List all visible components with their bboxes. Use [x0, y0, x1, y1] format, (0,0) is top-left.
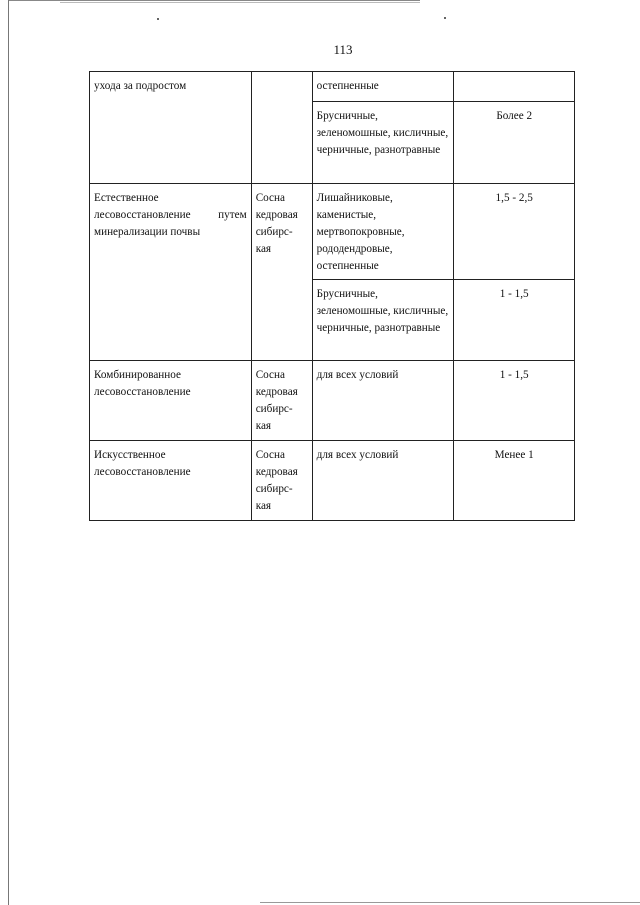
page-number: 113 [333, 42, 353, 57]
species-cell [251, 72, 312, 184]
value-cell [454, 72, 575, 102]
value-cell: Более 2 [454, 102, 575, 184]
table-row [90, 361, 575, 441]
forest-type-cell: Лишайниковые, каменистые, мертвопокровные, рододендровые, остепненные [312, 184, 454, 280]
method-cell-wrapper [90, 184, 252, 361]
forest-type-cell: остепненные [312, 72, 454, 102]
forest-type-cell: для всех условий [312, 361, 454, 441]
species-cell: Сосна кедровая сибирс-кая [251, 441, 312, 521]
scan-speck [157, 18, 159, 20]
scan-edge-top-inner [60, 2, 420, 3]
value-cell: 1 - 1,5 [454, 280, 575, 361]
method-cell: Естественное лесовосстановление путем минерализации почвы [94, 192, 247, 238]
forest-type-cell: для всех условий [312, 441, 454, 521]
method-cell: Искусственное лесовосстановление [90, 441, 252, 521]
table-row [90, 441, 575, 521]
species-cell: Сосна кедровая сибирс-кая [251, 184, 312, 361]
forest-type-cell: Брусничные, зеленомошные, кисличные, черничные, разнотравные [312, 280, 454, 361]
species-cell: Сосна кедровая сибирс-кая [251, 361, 312, 441]
value-cell: 1,5 - 2,5 [454, 184, 575, 280]
scan-edge-left [8, 0, 9, 905]
forest-type-cell: Брусничные, зеленомошные, кисличные, черничные, разнотравные [312, 102, 454, 184]
regeneration-table [89, 71, 575, 521]
method-cell: Комбинированное лесовосстановление [90, 361, 252, 441]
scan-edge-top [8, 0, 420, 1]
table-row [90, 72, 575, 102]
method-cell: ухода за подростом [90, 72, 252, 184]
scan-edge-bottom [260, 902, 640, 903]
value-cell: 1 - 1,5 [454, 361, 575, 441]
scan-speck [444, 17, 446, 19]
value-cell: Менее 1 [454, 441, 575, 521]
table-row [90, 184, 575, 280]
